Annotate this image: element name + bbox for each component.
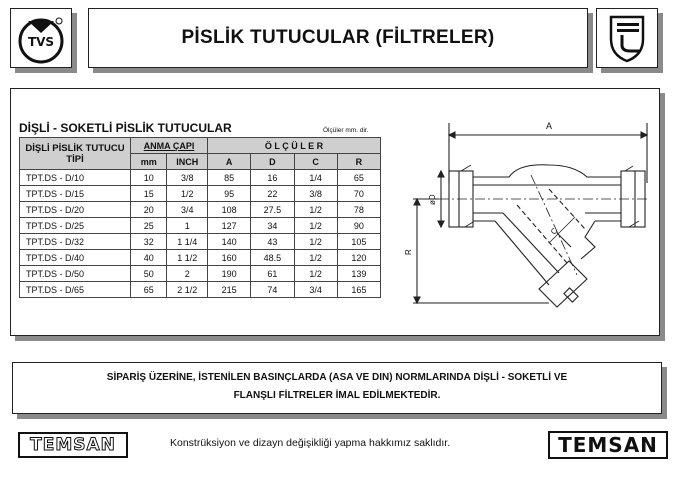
content-panel [10,88,660,336]
temsan-solid-logo: TEMSAN [548,431,668,459]
table-row: TPT.DS - D/32 32 1 1/4 140 43 1/2 105 [20,234,381,250]
table-row: TPT.DS - D/50 50 2 190 61 1/2 139 [20,266,381,282]
dim-label-a: A [546,121,553,131]
page-title: PİSLİK TUTUCULAR (FİLTRELER) [181,27,495,48]
table-row: TPT.DS - D/10 10 3/8 85 16 1/4 65 [20,170,381,186]
table-row: TPT.DS - D/65 65 2 1/2 215 74 3/4 165 [20,282,381,298]
temsan-outline-logo: TEMSAN [18,432,128,458]
table-row: TPT.DS - D/20 20 3/4 108 27.5 1/2 78 [20,202,381,218]
right-logo-box [596,8,658,68]
table-row: TPT.DS - D/40 40 1 1/2 160 48.5 1/2 120 [20,250,381,266]
notice-box [12,362,662,414]
section-title: DİŞLİ - SOKETLİ PİSLİK TUTUCULAR [19,121,232,135]
title-box [88,8,588,68]
col-type-header: DİŞLİ PİSLİK TUTUCU TİPİ [20,138,131,170]
col-olculer-header: Ö L Ç Ü L E R [207,138,380,154]
col-a: A [207,154,250,170]
y-strainer-drawing [399,113,649,313]
left-logo-box [10,8,72,68]
col-mm: mm [131,154,167,170]
dim-label-d: øD [428,194,437,205]
col-d: D [251,154,294,170]
spec-table [19,137,381,298]
shield-emblem-icon [597,9,657,67]
dim-label-r: R [404,249,413,255]
notice-line-2: FLANŞLI FİLTRELER İMAL EDİLMEKTEDİR. [233,390,441,401]
notice-line-1: SİPARİŞ ÜZERİNE, İSTENİLEN BASINÇLARDA (ASA VE DIN) NORMLARINDA DİŞLİ - SOKETLİ VE [106,372,568,383]
table-row: TPT.DS - D/15 15 1/2 95 22 3/8 70 [20,186,381,202]
table-row: TPT.DS - D/25 25 1 127 34 1/2 90 [20,218,381,234]
col-r: R [337,154,380,170]
footer-text: Konstrüksiyon ve dizayn değişikliği yapma hakkımız saklıdır. [170,437,451,449]
tvs-logo-icon [11,9,71,67]
col-c: C [294,154,337,170]
unit-note: Ölçüler mm. dir. [323,127,369,134]
tvs-logo-text: TVS [27,35,55,49]
col-inch: INCH [167,154,208,170]
col-anma-header: ANMA ÇAPI [131,138,208,154]
dim-label-c: C [548,226,560,236]
